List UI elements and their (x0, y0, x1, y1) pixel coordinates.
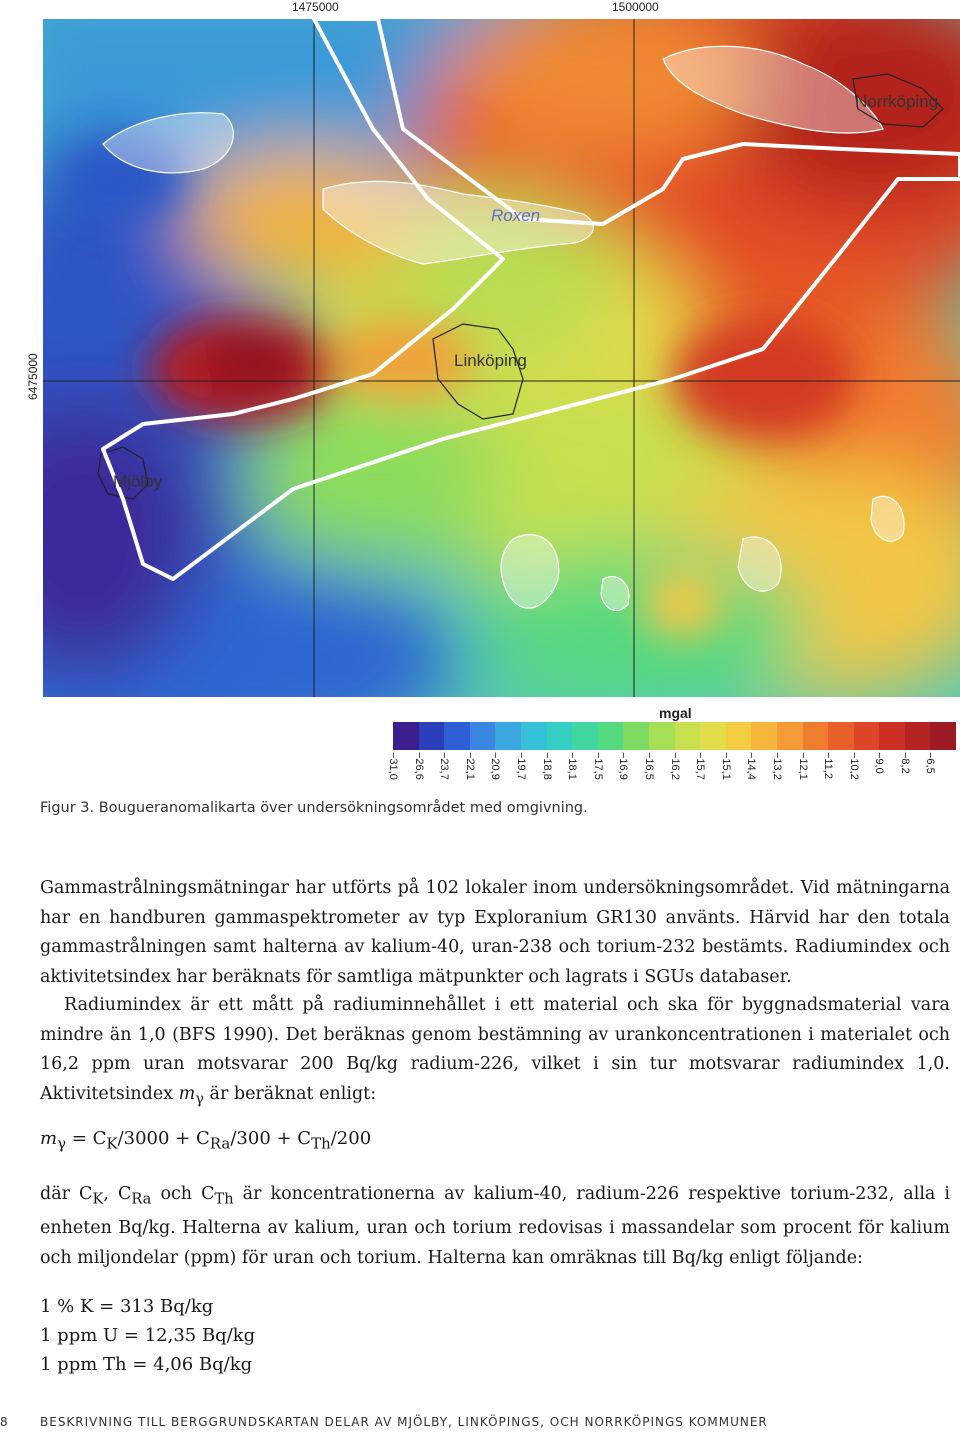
legend-swatch (598, 722, 624, 750)
paragraph-concentrations (40, 1180, 950, 1273)
paragraph-radium-index (40, 991, 950, 1114)
legend-tick-label: −18,1 (566, 752, 579, 780)
p3-d: är koncentrationerna av kalium-40, radium-226 respektive torium-232, alla i enheten Bq/kg. Halterna av kalium, uran och torium redovisas i massandelar som procent för kalium och miljondelar (ppm) för uran och torium. Halterna kan omräknas till Bq/kg enligt följande: (40, 1184, 951, 1268)
figure-caption: Figur 3. Bougueranomalikarta över undersökningsområdet med omgivning. (40, 800, 588, 816)
formula-part2: /3000 + C (117, 1128, 210, 1149)
legend-tick-label: −12,1 (796, 752, 809, 780)
legend-tick-label: −26,6 (412, 752, 425, 780)
map-svg (43, 19, 960, 697)
symbol-gamma: γ (195, 1090, 204, 1107)
legend-swatch (547, 722, 573, 750)
legend-tick-label: −15,7 (694, 752, 707, 780)
legend-tick-label: −6,5 (924, 752, 937, 774)
legend-tick (924, 752, 956, 802)
legend-swatch (419, 722, 445, 750)
legend-unit: mgal (659, 705, 692, 721)
legend-tick-label: −17,5 (591, 752, 604, 780)
coordinate-label-x1: 1475000 (292, 0, 339, 14)
legend-swatch (879, 722, 905, 750)
legend-swatch (393, 722, 419, 750)
legend-swatch (495, 722, 521, 750)
p3-c: och C (151, 1184, 215, 1204)
place-label-mjolby: Mjölby (113, 472, 163, 491)
legend-swatch (675, 722, 701, 750)
formula-part3: /300 + C (230, 1128, 312, 1149)
paragraph-intro: Gammastrålningsmätningar har utförts på 102 lokaler inom undersökningsområdet. Vid mätningarna har en handburen gammaspektrometer av typ Exploranium GR130 använts. Härvid har den totala gammastrålningen samt halterna av kalium-40, uran-238 och torium-232 bestämts. Radiumindex och aktivitetsindex har beräknats för samtliga mätpunkter och lagrats i SGUs databaser. (40, 878, 950, 987)
legend-tick-labels (387, 752, 956, 802)
legend-tick-label: −18,8 (540, 752, 553, 780)
legend-swatch (470, 722, 496, 750)
conversion-potassium: 1 % K = 313 Bq/kg (40, 1296, 214, 1317)
legend-color-bar (393, 722, 956, 750)
legend-swatch (803, 722, 829, 750)
legend-tick-label: −16,9 (617, 752, 630, 780)
legend-tick-label: −10,2 (847, 752, 860, 780)
p2-text-start: Radiumindex är ett mått på radiuminnehållet i ett material och ska för byggnadsmaterial vara mindre än 1,0 (BFS 1990). Det beräknas genom bestämning av urankoncentrationen i materialet och 16,2 ppm uran motsvarar 200 Bq/kg radium-226, vilket i sin tur motsvarar radiumindex 1,0. Aktivitetsindex (40, 995, 950, 1104)
legend-tick-label: −16,2 (668, 752, 681, 780)
legend-tick-label: −31,0 (387, 752, 399, 780)
p3-sub-th: Th (214, 1190, 234, 1208)
legend-tick-label: −23,7 (438, 752, 451, 780)
formula-part4: /200 (330, 1128, 372, 1149)
legend-tick-label: −19,7 (514, 752, 527, 780)
legend-swatch (777, 722, 803, 750)
legend-swatch (649, 722, 675, 750)
legend-swatch (854, 722, 880, 750)
symbol-m: m (178, 1083, 196, 1104)
legend-tick-label: −22,1 (463, 752, 476, 780)
legend-swatch (828, 722, 854, 750)
formula-sub-th: Th (311, 1134, 331, 1153)
legend-tick-label: −8,2 (898, 752, 911, 774)
legend-swatch (572, 722, 598, 750)
legend-tick-label: −13,2 (770, 752, 783, 780)
legend-tick-label: −11,2 (822, 752, 835, 780)
activity-index-formula (40, 1128, 371, 1153)
place-label-roxen: Roxen (491, 206, 541, 225)
legend-tick-label: −20,9 (489, 752, 502, 780)
legend-swatch (726, 722, 752, 750)
conversion-thorium: 1 ppm Th = 4,06 Bq/kg (40, 1354, 253, 1375)
legend-swatch (444, 722, 470, 750)
legend-swatch (930, 722, 956, 750)
legend-swatch (521, 722, 547, 750)
legend-swatch (623, 722, 649, 750)
formula-part1: = C (66, 1128, 107, 1149)
legend-tick-label: −14,4 (745, 752, 758, 780)
place-label-norrkoping: Norrköping (855, 92, 939, 111)
bouguer-anomaly-map (43, 19, 960, 697)
legend-tick-label: −15,1 (719, 752, 732, 780)
place-label-linkoping: Linköping (454, 351, 527, 370)
p2-text-end: är beräknat enligt: (203, 1083, 377, 1104)
conversion-uranium: 1 ppm U = 12,35 Bq/kg (40, 1325, 256, 1346)
page-number: 8 (0, 1415, 8, 1429)
formula-sub-k: K (106, 1134, 118, 1153)
coordinate-label-x2: 1500000 (612, 0, 659, 14)
formula-m: m (40, 1128, 58, 1149)
formula-sub-ra: Ra (209, 1134, 231, 1153)
legend-tick-label: −9,0 (873, 752, 886, 774)
legend-tick-label: −16,5 (642, 752, 655, 780)
formula-gamma: γ (57, 1134, 67, 1153)
p3-sub-k: K (92, 1190, 104, 1208)
coordinate-label-y1: 6475000 (26, 353, 40, 400)
p3-sub-ra: Ra (131, 1190, 152, 1208)
running-footer-title: BESKRIVNING TILL BERGGRUNDSKARTAN DELAR AV MJÖLBY, LINKÖPINGS, OCH NORRKÖPINGS KOMMUNER (40, 1415, 768, 1429)
p3-a: där C (40, 1184, 93, 1204)
legend-swatch (700, 722, 726, 750)
legend-swatch (905, 722, 931, 750)
legend-swatch (751, 722, 777, 750)
p3-b: , C (103, 1184, 132, 1204)
